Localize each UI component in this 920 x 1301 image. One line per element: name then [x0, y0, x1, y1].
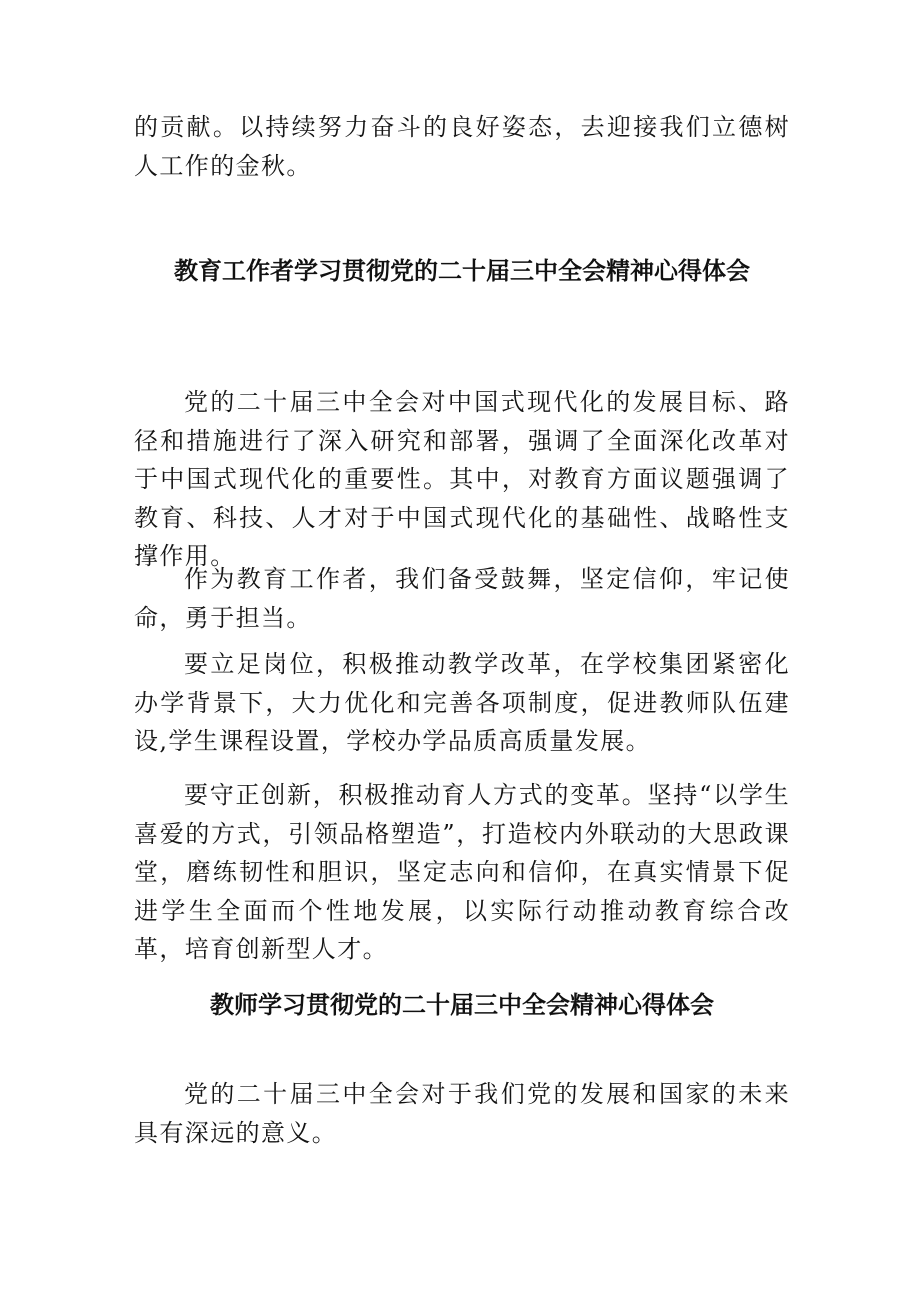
section1-paragraph-1: 党的二十届三中全会对中国式现代化的发展目标、路径和措施进行了深入研究和部署，强调了全面深化改革对于中国式现代化的重要性。其中，对教育方面议题强调了教育、科技、人才对于中国式现代化的基础性、战略性支撑作用。 — [134, 388, 790, 570]
section1-paragraph-2: 作为教育工作者，我们备受鼓舞，坚定信仰，牢记使命，勇于担当。 — [134, 565, 790, 632]
section1-title: 教育工作者学习贯彻党的二十届三中全会精神心得体会 — [174, 257, 750, 285]
section2-title: 教师学习贯彻党的二十届三中全会精神心得体会 — [210, 991, 714, 1019]
section2-paragraph-1: 党的二十届三中全会对于我们党的发展和国家的未来具有深远的意义。 — [134, 1080, 790, 1147]
section1-paragraph-4: 要守正创新，积极推动育人方式的变革。坚持“以学生喜爱的方式，引领品格塑造”，打造校内外联动的大思政课堂，磨练韧性和胆识，坚定志向和信仰，在真实情景下促进学生全面而个性地发展，以实际行动推动教育综合改革，培育创新型人才。 — [134, 781, 790, 963]
section1-paragraph-3: 要立足岗位，积极推动教学改革，在学校集团紧密化办学背景下，大力优化和完善各项制度，促进教师队伍建设,学生课程设置，学校办学品质高质量发展。 — [134, 650, 790, 755]
intro-paragraph: 的贡献。以持续努力奋斗的良好姿态，去迎接我们立德树人工作的金秋。 — [134, 113, 790, 180]
